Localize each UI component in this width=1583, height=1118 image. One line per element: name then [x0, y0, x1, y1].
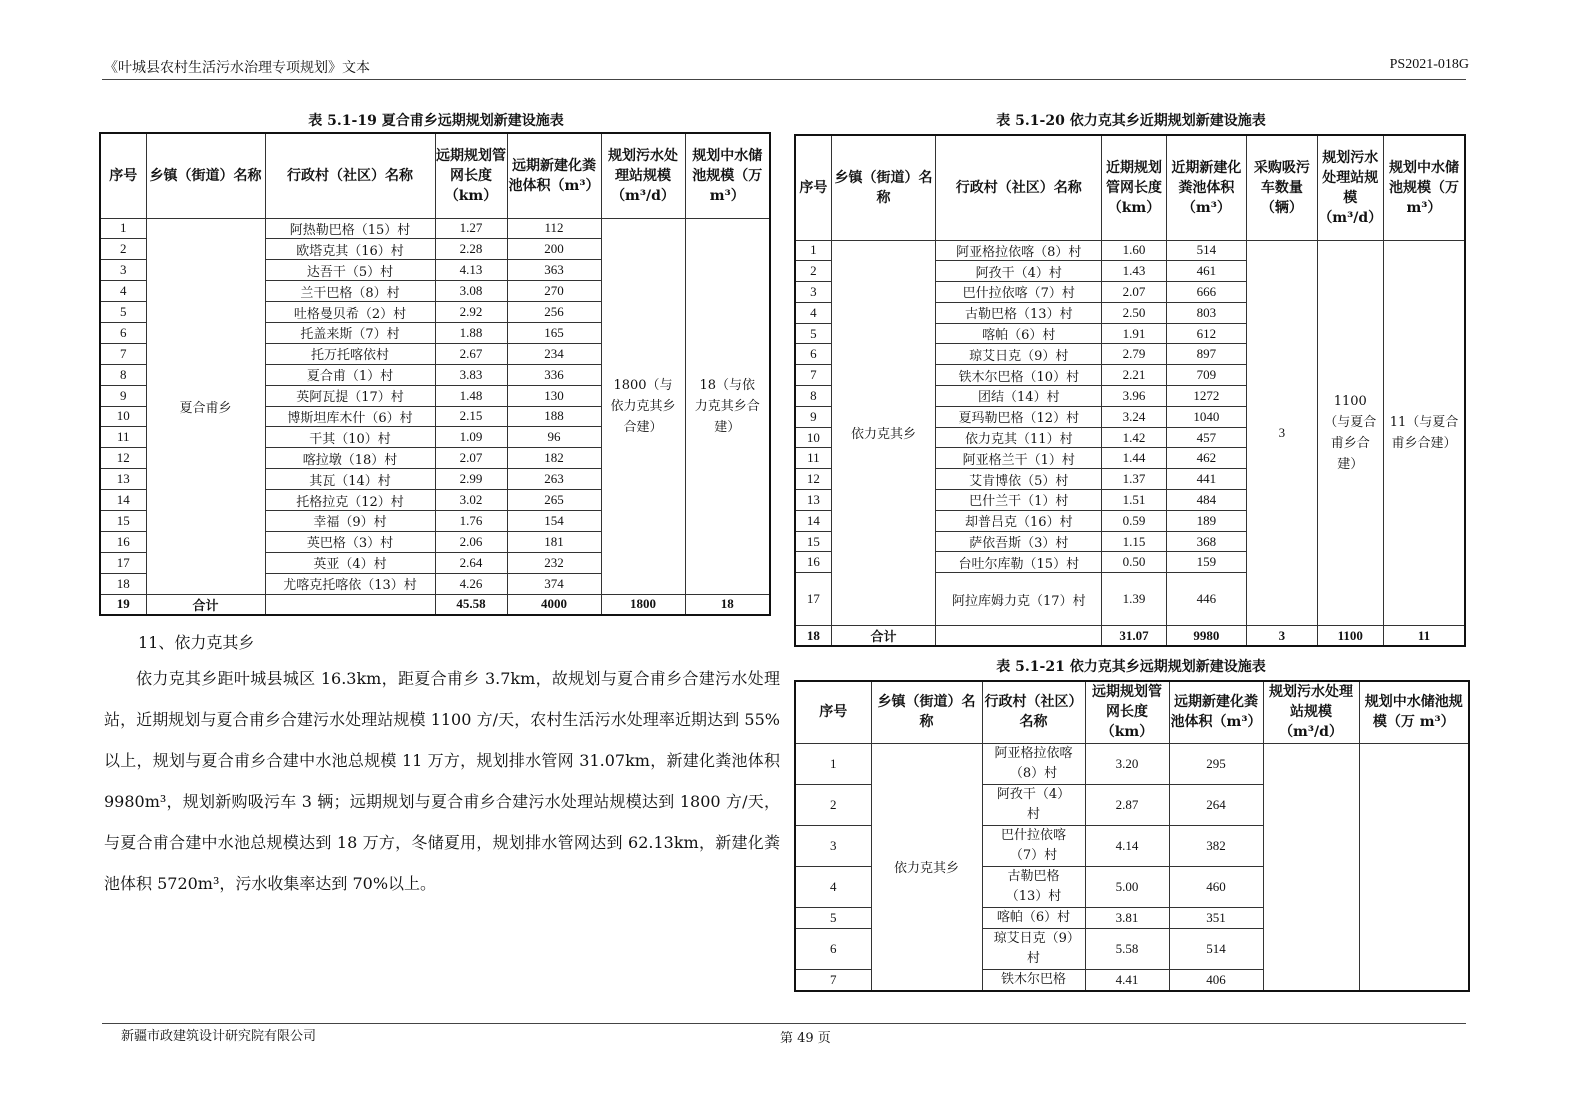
- tank-volume-cell: 462: [1166, 448, 1246, 469]
- tank-volume-cell: 441: [1166, 469, 1246, 490]
- table2-header-pool: 规划中水储池规模（万 m³）: [1383, 135, 1465, 240]
- header-rule: [102, 79, 1466, 80]
- pipe-length-cell: 2.28: [435, 239, 507, 260]
- pipe-length-cell: 1.15: [1102, 531, 1166, 552]
- village-name-cell: 吐格曼贝希（2）村: [265, 302, 435, 323]
- row-number: 10: [795, 427, 831, 448]
- row-number: 10: [100, 406, 146, 427]
- village-name-cell: 托格拉克（12）村: [265, 490, 435, 511]
- table2-header-tank: 近期新建化粪池体积（m³）: [1166, 135, 1246, 240]
- tank-volume-cell: 112: [507, 218, 601, 239]
- tank-volume-cell: 709: [1166, 365, 1246, 386]
- row-number: 16: [795, 552, 831, 573]
- footer-rule: [102, 1023, 1466, 1024]
- table1-header-pipe: 远期规划管网长度（km）: [435, 133, 507, 218]
- village-name-cell: 阿拉库姆力克（17）村: [936, 573, 1102, 626]
- station-scale-cell: 1800（与依力克其乡合建）: [601, 218, 685, 594]
- table1-header-village: 行政村（社区）名称: [265, 133, 435, 218]
- pipe-length-cell: 2.99: [435, 469, 507, 490]
- pool-scale-cell: 18（与依力克其乡合建）: [685, 218, 770, 594]
- row-number: 4: [795, 302, 831, 323]
- row-number: 15: [795, 531, 831, 552]
- row-number: 7: [795, 969, 871, 991]
- table1-header-station: 规划污水处理站规模（m³/d）: [601, 133, 685, 218]
- table3-header-station: 规划污水处理站规模（m³/d）: [1263, 681, 1359, 743]
- village-name-cell: 英巴格（3）村: [265, 531, 435, 552]
- village-name-cell: 琼艾日克（9）村: [982, 928, 1085, 969]
- village-name-cell: 兰干巴格（8）村: [265, 281, 435, 302]
- table2-header-no: 序号: [795, 135, 831, 240]
- station-scale-cell: 1100（与夏合甫乡合建）: [1317, 240, 1383, 626]
- village-name-cell: 巴什拉依喀（7）村: [982, 825, 1085, 866]
- total-pool: 11: [1383, 626, 1465, 647]
- table1-caption: 表 5.1-19 夏合甫乡远期规划新建设施表: [308, 113, 564, 129]
- village-name-cell: 铁木尔巴格: [982, 969, 1085, 991]
- pipe-length-cell: 1.60: [1102, 240, 1166, 261]
- table3-header-village: 行政村（社区）名称: [982, 681, 1085, 743]
- row-number: 4: [795, 866, 871, 907]
- total-trucks: 3: [1247, 626, 1317, 647]
- total-empty-cell: [936, 626, 1102, 647]
- tank-volume-cell: 1272: [1166, 386, 1246, 407]
- table-xiahefu-long-term: [99, 132, 771, 616]
- total-row: [100, 594, 770, 615]
- table1-header-tank: 远期新建化粪池体积（m³）: [507, 133, 601, 218]
- row-number: 16: [100, 531, 146, 552]
- village-name-cell: 阿亚格兰干（1）村: [936, 448, 1102, 469]
- tank-volume-cell: 351: [1169, 907, 1263, 928]
- pipe-length-cell: 3.20: [1085, 743, 1169, 784]
- pipe-length-cell: 2.87: [1085, 784, 1169, 825]
- row-number: 11: [100, 427, 146, 448]
- row-number: 6: [795, 928, 871, 969]
- pipe-length-cell: 2.50: [1102, 302, 1166, 323]
- village-name-cell: 干其（10）村: [265, 427, 435, 448]
- village-name-cell: 巴什拉依喀（7）村: [936, 282, 1102, 303]
- table2-header-trucks: 采购吸污车数量（辆）: [1247, 135, 1317, 240]
- table-row: [795, 240, 1465, 261]
- row-number: 7: [795, 365, 831, 386]
- row-number: 4: [100, 281, 146, 302]
- row-number: 17: [100, 552, 146, 573]
- document-code: PS2021-018G: [1389, 57, 1469, 72]
- pipe-length-cell: 1.27: [435, 218, 507, 239]
- total-number: 19: [100, 594, 146, 615]
- village-name-cell: 阿孜干（4）村: [936, 261, 1102, 282]
- village-name-cell: 尤喀克托喀依（13）村: [265, 573, 435, 594]
- village-name-cell: 台吐尔库勒（15）村: [936, 552, 1102, 573]
- tank-volume-cell: 897: [1166, 344, 1246, 365]
- table2-header-town: 乡镇（街道）名称: [831, 135, 936, 240]
- pipe-length-cell: 1.44: [1102, 448, 1166, 469]
- row-number: 3: [795, 282, 831, 303]
- village-name-cell: 艾肯博依（5）村: [936, 469, 1102, 490]
- tank-volume-cell: 446: [1166, 573, 1246, 626]
- village-name-cell: 托盖来斯（7）村: [265, 322, 435, 343]
- total-number: 18: [795, 626, 831, 647]
- pipe-length-cell: 3.83: [435, 364, 507, 385]
- pipe-length-cell: 3.02: [435, 490, 507, 511]
- tank-volume-cell: 165: [507, 322, 601, 343]
- row-number: 8: [795, 386, 831, 407]
- row-number: 9: [795, 406, 831, 427]
- row-number: 18: [100, 573, 146, 594]
- tank-volume-cell: 188: [507, 406, 601, 427]
- table3-header-tank: 远期新建化粪池体积（m³）: [1169, 681, 1263, 743]
- section-heading: 11、依力克其乡: [138, 633, 255, 652]
- tank-volume-cell: 612: [1166, 323, 1246, 344]
- row-number: 2: [100, 239, 146, 260]
- table2-header-village: 行政村（社区）名称: [936, 135, 1102, 240]
- pipe-length-cell: 1.91: [1102, 323, 1166, 344]
- station-scale-cell: [1263, 743, 1359, 991]
- tank-volume-cell: 666: [1166, 282, 1246, 303]
- pipe-length-cell: 0.59: [1102, 510, 1166, 531]
- tank-volume-cell: 189: [1166, 510, 1246, 531]
- tank-volume-cell: 363: [507, 260, 601, 281]
- tank-volume-cell: 514: [1169, 928, 1263, 969]
- pipe-length-cell: 4.13: [435, 260, 507, 281]
- village-name-cell: 巴什兰干（1）村: [936, 490, 1102, 511]
- row-number: 12: [100, 448, 146, 469]
- village-name-cell: 阿亚格拉依喀（8）村: [936, 240, 1102, 261]
- village-name-cell: 达吾干（5）村: [265, 260, 435, 281]
- tank-volume-cell: 406: [1169, 969, 1263, 991]
- village-name-cell: 萨依吾斯（3）村: [936, 531, 1102, 552]
- village-name-cell: 英阿瓦提（17）村: [265, 385, 435, 406]
- village-name-cell: 夏合甫（1）村: [265, 364, 435, 385]
- table1-header-town: 乡镇（街道）名称: [146, 133, 265, 218]
- pipe-length-cell: 1.09: [435, 427, 507, 448]
- row-number: 8: [100, 364, 146, 385]
- pipe-length-cell: 1.51: [1102, 490, 1166, 511]
- total-station: 1100: [1317, 626, 1383, 647]
- pipe-length-cell: 2.64: [435, 552, 507, 573]
- table-row: [795, 743, 1469, 784]
- total-row: [795, 626, 1465, 647]
- table3-header-pipe: 远期规划管网长度（km）: [1085, 681, 1169, 743]
- pipe-length-cell: 2.06: [435, 531, 507, 552]
- tank-volume-cell: 96: [507, 427, 601, 448]
- total-label: 合计: [146, 594, 265, 615]
- table2-header-station: 规划污水处理站规模（m³/d）: [1317, 135, 1383, 240]
- total-tank: 4000: [507, 594, 601, 615]
- village-name-cell: 琼艾日克（9）村: [936, 344, 1102, 365]
- tank-volume-cell: 159: [1166, 552, 1246, 573]
- pipe-length-cell: 4.14: [1085, 825, 1169, 866]
- paragraph-text: 依力克其乡距叶城县城区 16.3km，距夏合甫乡 3.7km，故规划与夏合甫乡合建污水处理站，近期规划与夏合甫乡合建污水处理站规模 1100 方/天，农村生活污水处理率近期达到 55%以上，规划与夏合甫乡合建中水池总规模 11 万方，规划排水管网 31.07km，新建化粪池体积 9980m³，规划新购吸污车 3 辆；远期规划与夏合甫乡合建污水处理站规模达到 1800 方/天，与夏合甫合建中水池总规模达到 18 万方，冬储夏用，规划排水管网达到 62.13km，新建化粪池体积 5720m³，污水收集率达到 70%以上。: [104, 669, 780, 893]
- tank-volume-cell: 265: [507, 490, 601, 511]
- row-number: 1: [795, 240, 831, 261]
- pipe-length-cell: 1.48: [435, 385, 507, 406]
- table3-header-pool: 规划中水储池规模（万 m³）: [1359, 681, 1469, 743]
- village-name-cell: 喀拉墩（18）村: [265, 448, 435, 469]
- row-number: 6: [100, 322, 146, 343]
- pipe-length-cell: 3.08: [435, 281, 507, 302]
- village-name-cell: 博斯坦库木什（6）村: [265, 406, 435, 427]
- village-name-cell: 其瓦（14）村: [265, 469, 435, 490]
- row-number: 6: [795, 344, 831, 365]
- section-paragraph: [104, 658, 780, 904]
- village-name-cell: 阿孜干（4）村: [982, 784, 1085, 825]
- village-name-cell: 幸福（9）村: [265, 510, 435, 531]
- row-number: 5: [795, 907, 871, 928]
- table3-header-no: 序号: [795, 681, 871, 743]
- total-tank: 9980: [1166, 626, 1246, 647]
- total-pipe: 45.58: [435, 594, 507, 615]
- pipe-length-cell: 3.24: [1102, 406, 1166, 427]
- row-number: 2: [795, 261, 831, 282]
- pipe-length-cell: 2.07: [435, 448, 507, 469]
- tank-volume-cell: 181: [507, 531, 601, 552]
- row-number: 9: [100, 385, 146, 406]
- table-yilikeqi-near-term: [794, 134, 1466, 647]
- tank-volume-cell: 232: [507, 552, 601, 573]
- table1-header-no: 序号: [100, 133, 146, 218]
- tank-volume-cell: 270: [507, 281, 601, 302]
- table2-header-pipe: 近期规划管网长度（km）: [1102, 135, 1166, 240]
- town-name-cell: 依力克其乡: [871, 743, 982, 991]
- tank-volume-cell: 514: [1166, 240, 1246, 261]
- pipe-length-cell: 3.81: [1085, 907, 1169, 928]
- pipe-length-cell: 4.41: [1085, 969, 1169, 991]
- tank-volume-cell: 154: [507, 510, 601, 531]
- total-pool: 18: [685, 594, 770, 615]
- tank-volume-cell: 256: [507, 302, 601, 323]
- tank-volume-cell: 461: [1166, 261, 1246, 282]
- pipe-length-cell: 2.92: [435, 302, 507, 323]
- village-name-cell: 依力克其（11）村: [936, 427, 1102, 448]
- table3-header-town: 乡镇（街道）名称: [871, 681, 982, 743]
- footer-company: 新疆市政建筑设计研究院有限公司: [121, 1029, 317, 1044]
- pipe-length-cell: 2.79: [1102, 344, 1166, 365]
- footer-page-number: 第 49 页: [780, 1031, 831, 1046]
- row-number: 12: [795, 469, 831, 490]
- total-station: 1800: [601, 594, 685, 615]
- total-pipe: 31.07: [1102, 626, 1166, 647]
- row-number: 14: [100, 490, 146, 511]
- tank-volume-cell: 200: [507, 239, 601, 260]
- row-number: 13: [795, 490, 831, 511]
- row-number: 1: [100, 218, 146, 239]
- village-name-cell: 托万托喀依村: [265, 343, 435, 364]
- pipe-length-cell: 1.42: [1102, 427, 1166, 448]
- pipe-length-cell: 1.43: [1102, 261, 1166, 282]
- pipe-length-cell: 3.96: [1102, 386, 1166, 407]
- village-name-cell: 古勒巴格（13）村: [982, 866, 1085, 907]
- pipe-length-cell: 2.21: [1102, 365, 1166, 386]
- village-name-cell: 铁木尔巴格（10）村: [936, 365, 1102, 386]
- village-name-cell: 喀帕（6）村: [982, 907, 1085, 928]
- village-name-cell: 团结（14）村: [936, 386, 1102, 407]
- table3-caption: 表 5.1-21 依力克其乡远期规划新建设施表: [996, 659, 1266, 675]
- row-number: 14: [795, 510, 831, 531]
- tank-volume-cell: 460: [1169, 866, 1263, 907]
- table2-caption: 表 5.1-20 依力克其乡近期规划新建设施表: [996, 113, 1266, 129]
- pipe-length-cell: 2.67: [435, 343, 507, 364]
- row-number: 3: [100, 260, 146, 281]
- tank-volume-cell: 130: [507, 385, 601, 406]
- village-name-cell: 却普吕克（16）村: [936, 510, 1102, 531]
- pipe-length-cell: 4.26: [435, 573, 507, 594]
- row-number: 5: [100, 302, 146, 323]
- town-name-cell: 依力克其乡: [831, 240, 936, 626]
- row-number: 7: [100, 343, 146, 364]
- tank-volume-cell: 234: [507, 343, 601, 364]
- tank-volume-cell: 484: [1166, 490, 1246, 511]
- row-number: 3: [795, 825, 871, 866]
- village-name-cell: 喀帕（6）村: [936, 323, 1102, 344]
- tank-volume-cell: 182: [507, 448, 601, 469]
- row-number: 15: [100, 510, 146, 531]
- pool-scale-cell: [1359, 743, 1469, 991]
- tank-volume-cell: 368: [1166, 531, 1246, 552]
- tank-volume-cell: 336: [507, 364, 601, 385]
- tank-volume-cell: 1040: [1166, 406, 1246, 427]
- pipe-length-cell: 5.58: [1085, 928, 1169, 969]
- tank-volume-cell: 457: [1166, 427, 1246, 448]
- total-empty-cell: [265, 594, 435, 615]
- row-number: 1: [795, 743, 871, 784]
- total-label: 合计: [831, 626, 936, 647]
- row-number: 11: [795, 448, 831, 469]
- row-number: 17: [795, 573, 831, 626]
- pipe-length-cell: 1.39: [1102, 573, 1166, 626]
- row-number: 2: [795, 784, 871, 825]
- tank-volume-cell: 263: [507, 469, 601, 490]
- pipe-length-cell: 0.50: [1102, 552, 1166, 573]
- pipe-length-cell: 2.07: [1102, 282, 1166, 303]
- village-name-cell: 夏玛勒巴格（12）村: [936, 406, 1102, 427]
- village-name-cell: 古勒巴格（13）村: [936, 302, 1102, 323]
- tank-volume-cell: 803: [1166, 302, 1246, 323]
- table1-header-pool: 规划中水储池规模（万 m³）: [685, 133, 770, 218]
- village-name-cell: 阿亚格拉依喀（8）村: [982, 743, 1085, 784]
- pool-scale-cell: 11（与夏合甫乡合建）: [1383, 240, 1465, 626]
- town-name-cell: 夏合甫乡: [146, 218, 265, 594]
- village-name-cell: 英亚（4）村: [265, 552, 435, 573]
- pipe-length-cell: 1.88: [435, 322, 507, 343]
- pipe-length-cell: 1.37: [1102, 469, 1166, 490]
- village-name-cell: 欧塔克其（16）村: [265, 239, 435, 260]
- tank-volume-cell: 374: [507, 573, 601, 594]
- truck-count-cell: 3: [1247, 240, 1317, 626]
- tank-volume-cell: 382: [1169, 825, 1263, 866]
- table-yilikeqi-long-term: [794, 680, 1470, 992]
- village-name-cell: 阿热勒巴格（15）村: [265, 218, 435, 239]
- tank-volume-cell: 264: [1169, 784, 1263, 825]
- pipe-length-cell: 5.00: [1085, 866, 1169, 907]
- pipe-length-cell: 2.15: [435, 406, 507, 427]
- pipe-length-cell: 1.76: [435, 510, 507, 531]
- document-header-title: 《叶城县农村生活污水治理专项规划》文本: [104, 60, 370, 76]
- row-number: 5: [795, 323, 831, 344]
- tank-volume-cell: 295: [1169, 743, 1263, 784]
- table-row: [100, 218, 770, 239]
- row-number: 13: [100, 469, 146, 490]
